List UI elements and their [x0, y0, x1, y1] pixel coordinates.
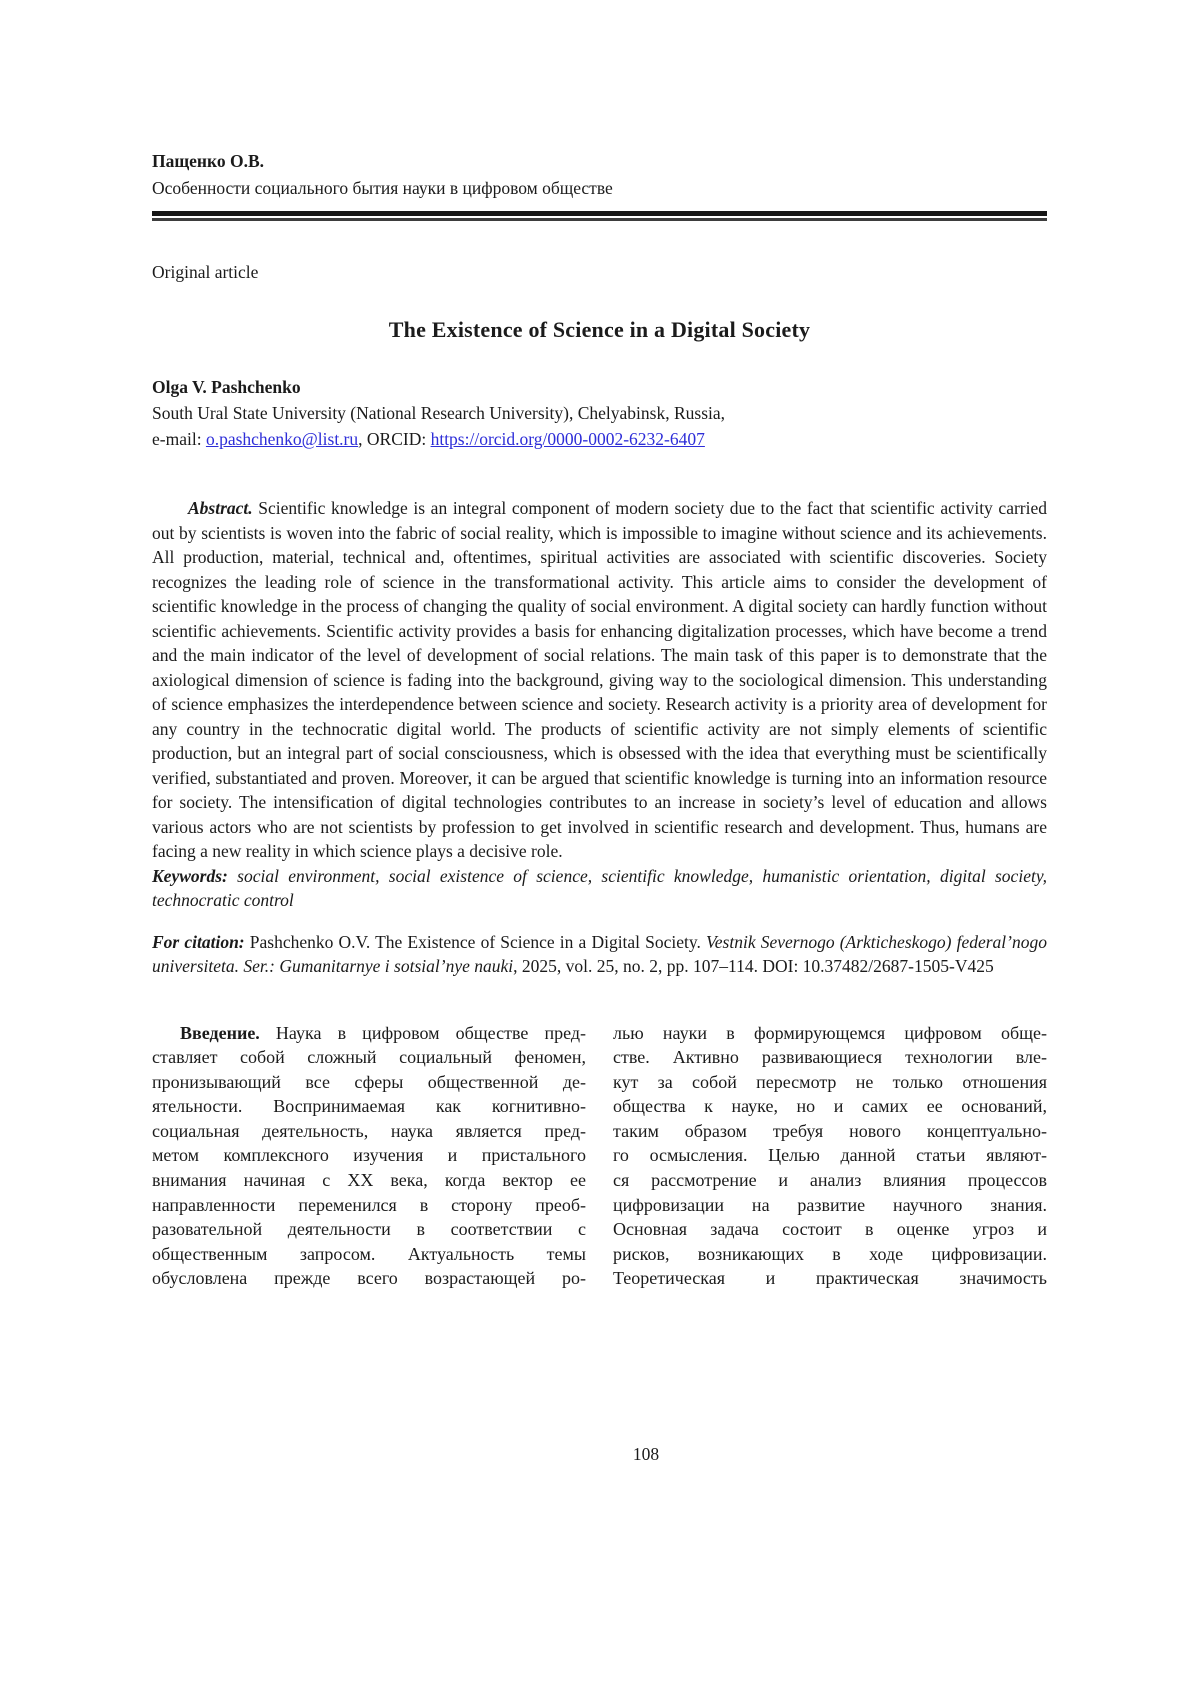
text-line: ся рассмотрение и анализ влияния процессов [613, 1170, 1047, 1191]
running-head-author: Пащенко О.В. [152, 151, 264, 171]
author-name: Olga V. Pashchenko [152, 377, 301, 397]
left-column-lines [152, 1045, 586, 1291]
abstract-text: Scientific knowledge is an integral component of modern society due to the fact that scientific activity carried out by scientists is woven into the fabric of social reality, which is impossible to imagine without science and its achievements. All production, material, technical and, oftentimes, spiritual activities are associated with scientific discoveries. Society recognizes the leading role of science in the transformational activity. This article aims to consider the development of scientific knowledge in the process of changing the quality of social environment. A digital society can hardly function without scientific achievements. Scientific activity provides a basis for enhancing digitalization processes, which have become a trend and the main indicator of the level of development of social relations. The main task of this paper is to demonstrate that the axiological dimension of science is fading into the background, giving way to the sociological dimension. This understanding of science emphasizes the interdependence between science and society. Research activity is a priority area of development for any country in the technocratic digital world. The products of scientific activity are not simply elements of scientific production, but an integral part of social consciousness, which is obsessed with the idea that everything must be scientifically verified, substantiated and proven. Moreover, it can be argued that scientific knowledge is turning into an information resource for society. The intensification of digital technologies contributes to an increase in society’s level of education and allows various actors who are not scientists by profession to get involved in scientific research and development. Thus, humans are facing a new reality in which science plays a decisive role. [152, 498, 1047, 861]
text-line: метом комплексного изучения и пристального [152, 1145, 586, 1166]
citation-journal: Vestnik Severnogo (Arkticheskogo) federal’nogo universiteta. Ser.: Gumanitarnye i sotsial’nye nauki [152, 931, 1047, 976]
page-number: 108 [632, 1444, 660, 1464]
email-link[interactable]: o.pashchenko@list.ru [205, 429, 359, 449]
email-label: e-mail: [152, 429, 206, 449]
text-line: таким образом требуя нового концептуально- [613, 1120, 1047, 1141]
keywords-label: Keywords: [152, 865, 228, 886]
citation-label: For citation: [152, 931, 245, 952]
running-head [152, 148, 1047, 202]
citation-text-1: Pashchenko O.V. The Existence of Science in a Digital Society. [249, 931, 707, 952]
text-line: ятельности. Воспринимаемая как когнитивно- [152, 1096, 586, 1117]
text-line: внимания начиная с XX века, когда вектор ее [152, 1170, 586, 1191]
author-block [152, 374, 1047, 452]
article-type-label: Original article [152, 262, 259, 282]
text-line: лью науки в формирующемся цифровом обще- [613, 1022, 1047, 1043]
text-line: цифровизации на развитие научного знания. [613, 1194, 1047, 1215]
abstract-paragraph [152, 496, 1047, 864]
author-affiliation: South Ural State University (National Research University), Chelyabinsk, Russia, [152, 403, 726, 423]
orcid-label: , ORCID: [358, 429, 431, 449]
running-head-title: Особенности социального бытия науки в цифровом обществе [152, 178, 613, 198]
text-line: стве. Активно развивающиеся технологии вле- [613, 1047, 1047, 1068]
right-column-lines [613, 1021, 1047, 1292]
intro-first-line-text: Наука в цифровом обществе пред- [259, 1022, 586, 1043]
abstract-label: Abstract. [188, 498, 253, 518]
text-line: пронизывающий все сферы общественной де- [152, 1071, 586, 1092]
body-columns [152, 1021, 1047, 1292]
text-line: ставляет собой сложный социальный феномен, [152, 1047, 586, 1068]
text-line: го осмысления. Целью данной статьи являют- [613, 1145, 1047, 1166]
orcid-link[interactable]: https://orcid.org/0000-0002-6232-6407 [430, 429, 705, 449]
header-rule [152, 211, 1047, 221]
citation-text-2: , 2025, vol. 25, no. 2, pp. 107–114. DOI: 10.37482/2687-1505-V425 [513, 956, 994, 976]
text-line: рисков, возникающих в ходе цифровизации. [613, 1243, 1047, 1264]
text-line: разовательной деятельности в соответствии с [152, 1219, 586, 1240]
text-line: обусловлена прежде всего возрастающей ро- [152, 1268, 586, 1289]
text-line: общественным запросом. Актуальность темы [152, 1243, 586, 1264]
contact-line [152, 426, 1047, 452]
text-line: Теоретическая и практическая значимость [613, 1268, 1047, 1289]
right-column [613, 1021, 1047, 1292]
left-column [152, 1021, 586, 1292]
text-line: Основная задача состоит в оценке угроз и [613, 1219, 1047, 1240]
intro-first-line [152, 1021, 586, 1046]
text-line: социальная деятельность, наука является пред- [152, 1120, 586, 1141]
front-matter [152, 496, 1047, 979]
article-title: The Existence of Science in a Digital Society [388, 317, 811, 342]
header-rule-thick-line [152, 211, 1047, 216]
intro-heading: Введение. [180, 1022, 260, 1043]
text-line: направленности переменился в сторону преоб- [152, 1194, 586, 1215]
text-line: общества к науке, но и самих ее оснований, [613, 1096, 1047, 1117]
keywords-paragraph [152, 864, 1047, 913]
citation-paragraph [152, 930, 1047, 979]
text-line: кут за собой пересмотр не только отношения [613, 1071, 1047, 1092]
keywords-text: social environment, social existence of science, scientific knowledge, humanistic orientation, digital society, technocratic control [152, 865, 1047, 910]
header-rule-thin-line [152, 218, 1047, 221]
